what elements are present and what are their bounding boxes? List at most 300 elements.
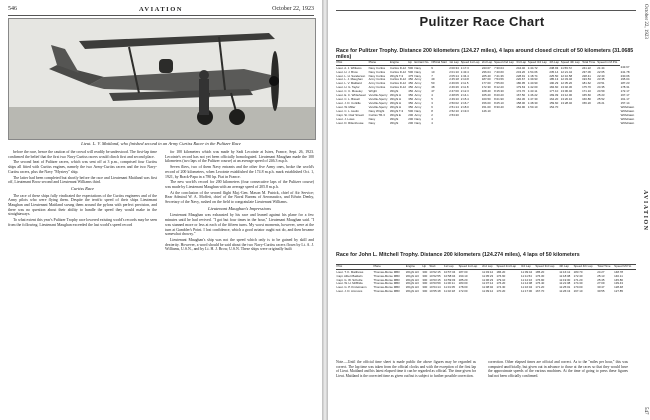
table-cell: 11:05:23 [482, 273, 494, 278]
table-cell: 350 [408, 105, 414, 110]
table-cell: 157.14 [620, 101, 630, 106]
column-header: Speed in M.P.H. [597, 61, 620, 66]
table-cell: 8:21.90 [494, 97, 504, 102]
table-cell: Navy [414, 121, 422, 126]
table-cell: 12:10.58 [560, 73, 573, 78]
table-cell: 11:07:14 [482, 281, 494, 286]
table-cell: 1:54.06 [527, 69, 538, 74]
table-body [336, 270, 636, 294]
table-cell: 225.40 [481, 73, 491, 78]
table-cell: 450 [408, 85, 414, 90]
table-cell: 48 [431, 85, 435, 90]
table-cell: 1:40.90 [527, 81, 538, 86]
pulitzer-table-title: Race for Pulitzer Trophy. Distance 200 kilometers (124.27 miles), 4 laps around closed circuit of 50 kilometers (31.0685 miles) [336, 48, 634, 60]
table-cell: Navy Curtiss [368, 73, 386, 78]
table-body [336, 66, 636, 126]
table-cell: 10:59:03 [443, 277, 456, 282]
paragraph: for 100 kilometers which was made by Sadi Lecointe at Istres, France, Sept. 26, 1923. Lecointe's record has not yet been officially homologated. Lieutenant Maughan made the 100 kilometers (two laps of the Pulitzer course) at an average speed of 246.3 m.p.h. [165, 150, 314, 164]
article-column-2 [165, 150, 314, 253]
table-cell: 27:09 [597, 281, 605, 286]
table-cell: 2:49:10 [449, 97, 459, 102]
table-cell: 2:47:00 [449, 89, 459, 94]
table-cell: Lieut. T. K. Matthews [336, 269, 364, 274]
table-cell: 1:39.93 [527, 77, 538, 82]
table-cell: 450 [408, 77, 414, 82]
column-header: Plane [373, 265, 405, 270]
table-cell: 176.60 [496, 273, 506, 278]
table-cell: 187.23 [620, 81, 630, 86]
table-cell: Curtiss TR-3 [368, 113, 385, 118]
table-cell: Army [414, 105, 422, 110]
table-cell: Curtiss D-12 [389, 69, 406, 74]
table-cell: 2:12.3 [460, 89, 469, 94]
table-cell: Wright T-3 [389, 109, 404, 114]
table-cell: 183.00 [458, 281, 468, 286]
table-cell: Army [414, 97, 422, 102]
column-header: Hp [408, 61, 414, 66]
table-cell: 165.60 [582, 93, 591, 98]
table-cell: 2:05:14 [449, 73, 459, 78]
table-cell: 177.10 [549, 89, 559, 94]
table-cell: 8:20.20 [494, 93, 504, 98]
table-cell: 475 [408, 73, 414, 78]
table-cell: 171.10 [582, 89, 591, 94]
table-cell: Lieut. D. Rittenhouse [336, 121, 364, 126]
table-cell: 11:16:12 [559, 269, 571, 274]
table-cell: Wright E [389, 113, 401, 118]
table-cell: 1:43.4 [460, 69, 469, 74]
paragraph: The new world's record for 200 kilometers (four consecutive laps of the Pulitzer course) was made by Lieutenant Maughan with an average speed of 205.8 m.p.h. [165, 180, 314, 189]
column-header: 1st Lap [443, 265, 458, 270]
column-header: Pilot [336, 61, 368, 66]
table-cell: 30:47 [597, 285, 605, 290]
table-cell: 172.40 [573, 273, 583, 278]
table-cell: 146.10 [481, 109, 491, 114]
table-cell: 300 [422, 289, 428, 294]
table-cell: 174.30 [573, 281, 583, 286]
column-header: Speed 1st Lap [458, 265, 481, 270]
table-cell: 171.20 [535, 285, 545, 290]
table-cell: 228.91 [516, 73, 526, 78]
table-cell: 1:47.30 [527, 97, 538, 102]
table-cell: 12:35.20 [560, 81, 573, 86]
column-header: 1st Lap [449, 60, 459, 65]
table-cell: Lieut. H. J. Brow [336, 69, 358, 74]
table-cell: 200 [408, 121, 414, 126]
column-header: Total Time [597, 265, 614, 270]
table-cell: 11:01:05 [443, 285, 456, 290]
table-cell: Wright [368, 89, 377, 94]
paragraph: Lieutenant Maughan was exhausted by his race and leaned against his plane for a few minutes until he had revived. "I got but four times in the hour," Lieutenant Maughan said. "I was stunned more or less at each of the fifteen turns. My worst moments, however, were at the turn at Gambler's Point. I lost confidence, which a good aviator ought not do, and then became somewhat drowsy." [165, 213, 314, 237]
table-cell: 172.00 [458, 289, 468, 294]
table-cell: 236.04 [481, 69, 491, 74]
subheading: Curtiss Race [70, 185, 95, 191]
table-cell: 22:05 [597, 69, 605, 74]
paragraph: Lieutenant Maughan's ship was not the speed which only is to be gained by skill and dexterity. However, a word should be said about the two Navy-Curtiss racers flown by Lt. A. J. Williams, U.S.N., and by Lt. H. J. Brow, U.S.N. These ships were originally built [165, 237, 314, 252]
table-cell: 2:15.4 [460, 97, 469, 102]
table-cell: 11:59.72 [560, 65, 572, 70]
column-header: Engine [389, 61, 407, 66]
table-cell: 168.40 [481, 89, 491, 94]
table-cell: 187.00 [481, 77, 491, 82]
column-header: 2nd Lap [482, 265, 496, 270]
table-cell: 187.00 [458, 269, 468, 274]
table-cell: 167.10 [573, 289, 583, 294]
column-header: Official Start [431, 60, 447, 65]
left-page [0, 0, 322, 420]
mitchell-table-title: Race for John L. Mitchell Trophy. Distance 200 kilometers (124.274 miles), 4 laps of 50 kilometers [336, 252, 580, 258]
table-cell: 11:16:04 [521, 285, 533, 290]
table-cell: 1:50.10 [527, 105, 538, 110]
table-cell: 244.40 [516, 65, 526, 70]
table-cell: Navy [368, 117, 376, 122]
table-cell: Lieut. G. P. Kinzelmann [336, 285, 367, 290]
table-cell: 2:48:05 [449, 93, 459, 98]
table-cell: 179.10 [496, 277, 506, 282]
table-cell: 156.00 [481, 101, 491, 106]
table-cell: 5 [431, 97, 433, 102]
table-cell: 175.70 [582, 85, 591, 90]
table-cell: 6 [431, 105, 433, 110]
column-header: Plane [368, 61, 389, 66]
table-cell: 23:35 [597, 77, 605, 82]
table-cell [597, 122, 620, 126]
left-page-header [8, 6, 314, 16]
table-cell: Verville-Sperry [368, 101, 388, 106]
table-cell: 2 [431, 113, 433, 118]
table-cell: 237.06 [582, 69, 591, 74]
table-cell: 146.11 [614, 273, 623, 278]
table-cell: 200 [408, 113, 414, 118]
table-cell: 2:19.3 [460, 109, 469, 114]
table-cell: 184.60 [549, 85, 559, 90]
table-cell: Navy [414, 73, 422, 78]
table-cell: 11:18:08 [559, 273, 571, 278]
table-cell: Withdrawn [620, 105, 635, 110]
table-cell: Lieut. C. L. Hedin [336, 109, 359, 114]
table-cell: 195.04 [620, 77, 630, 82]
racer-airplane-illustration [9, 19, 315, 139]
table-cell: 10:58:04 [443, 273, 456, 278]
table-cell: 164.20 [549, 97, 559, 102]
paragraph: The latter had been completed but shortly before the race and Lieutenant Maitland was first off, Lieutenant Brow second and Lieutenant Williams third. [8, 175, 157, 185]
table-cell: 11:03:12 [482, 269, 494, 274]
table-cell: Army Curtiss [368, 81, 386, 86]
column-header: Pilot [336, 265, 373, 270]
column-header: Speed 4th Lap [560, 60, 580, 65]
table-cell: 11:08:02 [482, 285, 494, 290]
table-cell: 1:48.30 [527, 101, 538, 106]
table-cell: 10:55:18 [429, 289, 441, 294]
table-cell: 167.17 [620, 93, 630, 98]
table-cell: 161.17 [620, 97, 630, 102]
column-header: Entrant No. [414, 60, 430, 65]
table-cell: Thomas-Morse MB3 [373, 281, 400, 286]
table-cell: 10:52:15 [429, 269, 441, 274]
table-cell: Wright [389, 89, 399, 94]
table-cell: Thomas-Morse MB3 [373, 289, 400, 294]
table-cell: 170.20 [496, 289, 506, 294]
table-cell: Withdrawn [620, 121, 635, 126]
table-cell: 2:01:10 [449, 69, 459, 74]
table-note: Note.—Until the official time sheet is made public the above figures may be regarded as correct. The lap time was taken from the official clocks and with the exception of the first lap of Lieut. Maitland and his latest elapsed time it can be regarded as official. The time given for Lieut. Maitland is the corrected time as given out but is subject to further possible correction. [336, 360, 476, 378]
table-cell: 10:54:14 [429, 285, 441, 290]
table-cell: 128.48 [614, 285, 624, 290]
table-cell: 156.20 [582, 101, 591, 106]
table-cell: 228.41 [582, 73, 591, 78]
table-cell: 10:57:34 [443, 269, 456, 274]
table-cell: Navy Wright [368, 109, 385, 114]
table-cell: 235.14 [549, 69, 559, 74]
table-cell: 9 [431, 65, 433, 70]
table-cell: 10:53:59 [429, 281, 441, 286]
table-cell: 1:44.72 [527, 65, 538, 70]
page-number: 546 [8, 6, 17, 12]
table-cell: 185.13 [549, 77, 559, 82]
table-cell: 300 [422, 277, 428, 282]
mitchell-race-table [336, 264, 636, 294]
table-cell: 4 [431, 121, 433, 126]
table-cell: 11:21:08 [559, 281, 571, 286]
table-cell: 185.20 [458, 277, 468, 282]
column-header: Speed 3rd Lap [527, 60, 547, 65]
table-cell: 50 [431, 81, 435, 86]
article-column-1 [8, 150, 157, 229]
paragraph: The race of these ships fully vindicated the expectations of the Curtiss engineers and of the Army pilots who were flying them. Despite the terrific speed of their ships Lieutenant Maughan and Lieutenant Maitland swung them around the pylons with perfect precision, and there was no question about their ability to handle the speed they would make in the straightaways. [8, 193, 157, 217]
table-cell: Lieut. J. D. Ammons [336, 289, 363, 294]
table-cell: 186.20 [496, 269, 506, 274]
table-cell: Lieut. W. Miller [336, 105, 356, 110]
column-header: Hp [422, 265, 429, 270]
table-cell: Army [414, 113, 422, 118]
table-cell: 2:18.0 [460, 105, 469, 110]
table-cell: 1:17.3 [460, 65, 469, 70]
table-cell: 25:45 [597, 277, 605, 282]
table-cell: 10:53:15 [429, 277, 441, 282]
table-cell: Curtiss D-12 [389, 81, 406, 86]
table-cell: Wright H [389, 93, 402, 98]
table-cell: Lieut. J. Lutes [336, 117, 355, 122]
table-cell: 11:17:00 [521, 289, 533, 294]
table-cell: 2:52:10 [449, 109, 459, 114]
table-cell: Navy Curtiss [368, 69, 386, 74]
table-cell: 1:18.74 [527, 73, 538, 78]
table-cell: 1:34.4 [460, 73, 469, 78]
table-cell: Army [414, 101, 422, 106]
table-cell: 243.20 [516, 69, 526, 74]
table-cell: 30:55 [597, 289, 605, 294]
subheading: Lieutenant Maughan's Impressions [207, 205, 272, 211]
table-cell: 13:02.30 [560, 85, 573, 90]
issue-date: October 22, 1923 [272, 6, 314, 12]
table-cell: Army [414, 81, 422, 86]
table-cell: 25:13 [597, 273, 605, 278]
airplane-photo [8, 18, 316, 140]
table-cell: Wright H3 [405, 285, 419, 290]
table-cell: 7:41.36 [494, 73, 504, 78]
column-header: 2nd Lap [481, 60, 493, 65]
table-cell: 151.00 [481, 105, 491, 110]
table-cell: Wright [389, 121, 399, 126]
table-cell: 49 [431, 77, 435, 82]
table-cell: 1:42.00 [527, 85, 538, 90]
table-cell: 176.30 [535, 273, 545, 278]
column-header: 3rd Lap [516, 60, 527, 65]
table-cell: 238.93 [549, 65, 559, 70]
table-cell: 21:44 [597, 65, 605, 70]
table-cell: Curtiss D-12 [389, 77, 406, 82]
table-cell: 450 [408, 89, 414, 94]
table-cell: Lieut. C. C. Moseley [336, 89, 363, 94]
table-cell [582, 122, 597, 126]
table-cell: 11:02:18 [443, 289, 456, 294]
table-row [336, 290, 636, 294]
table-cell [449, 122, 460, 126]
table-cell: 2:46:06 [449, 81, 459, 86]
pulitzer-race-table [336, 60, 636, 126]
table-cell [494, 122, 516, 126]
table-cell: Curtiss D-12 [389, 65, 406, 70]
table-cell: Verville-Sperry [368, 105, 388, 110]
table-cell: 2:45:18 [449, 77, 459, 82]
table-note: correction. Other elapsed times are official and correct. As to the "miles per hour," this was computed unofficially, but given out in advance to those at the races so that they would have the approximate speeds of the various machines. At the time of going to press these figures had not been officially confirmed. [488, 360, 628, 378]
table-cell: Army [414, 89, 422, 94]
table-cell: Verville-Sperry [368, 93, 388, 98]
table-cell: 176.40 [535, 281, 545, 286]
table-cell: Wright H [389, 101, 402, 106]
table-cell: Thomas-Morse MB3 [373, 285, 400, 290]
column-header: Speed M.P.H. [614, 265, 636, 270]
table-cell: 3 [431, 101, 433, 106]
table-cell: 162.30 [516, 97, 526, 102]
table-cell: Lieut. L. H. Sanderson [336, 73, 366, 78]
table-cell: Thomas-Morse MB3 [373, 273, 400, 278]
table-cell: 350 [408, 97, 414, 102]
table-cell: 4 [431, 93, 433, 98]
table-cell: 225.50 [549, 73, 559, 78]
table-cell: Navy [414, 109, 422, 114]
table-cell: 11:25:01 [559, 285, 571, 290]
table-cell: Wright H3 [405, 273, 419, 278]
table-cell: 22:40 [597, 73, 605, 78]
table-cell: 8 [431, 109, 433, 114]
table-cell: 13:28.40 [560, 101, 573, 106]
table-cell: Lieut. E. C. Whitehead [336, 93, 366, 98]
table-cell: 8:12.20 [494, 85, 504, 90]
table-cell: 127.85 [614, 289, 624, 294]
magazine-name: AVIATION [139, 6, 183, 13]
table-cell: 24:35 [597, 85, 605, 90]
table-cell: 165.20 [481, 93, 491, 98]
table-cell: Navy [368, 121, 376, 126]
side-date: October 22, 1923 [643, 4, 648, 39]
table-cell: 2:50:02 [449, 101, 459, 106]
table-cell: 47 [431, 89, 435, 94]
table-cell: 350 [408, 93, 414, 98]
table-cell: 23:51 [597, 81, 605, 86]
table-cell: 174.30 [496, 285, 506, 290]
table-cell: Wright H3 [405, 281, 419, 286]
table-cell: 13:20.10 [560, 97, 573, 102]
table-cell: 11:09:12 [482, 289, 494, 294]
table-cell [560, 122, 581, 126]
table-cell: 177.00 [481, 81, 491, 86]
table-cell [460, 122, 481, 126]
table-cell: Lieut. H. G. Taylor [336, 85, 360, 90]
table-cell: Withdrawn [620, 109, 635, 114]
column-header: 4th Lap [559, 265, 573, 270]
table-cell: 300 [422, 285, 428, 290]
table-cell: Army [414, 93, 422, 98]
table-cell: 172.30 [481, 85, 491, 90]
table-cell: 169.09 [549, 93, 559, 98]
table-cell: 12:21.42 [560, 69, 573, 74]
table-cell: 241.22 [582, 65, 591, 70]
table-cell: 11:14:08 [521, 281, 533, 286]
table-cell: 145.80 [614, 277, 624, 282]
right-page [328, 0, 650, 420]
table-cell: 10 [431, 69, 435, 74]
table-cell: Wright H3 [405, 277, 419, 282]
table-cell: 300 [422, 281, 428, 286]
table-cell: 154.70 [549, 105, 559, 110]
table-cell: Navy [414, 117, 422, 122]
table-cell: Lieut. J. D. Corkille [336, 101, 361, 106]
table-cell: 7:40.60 [494, 69, 504, 74]
table-cell: 7 [431, 73, 433, 78]
table-cell: 176.20 [496, 281, 506, 286]
column-header: Total Time [582, 60, 596, 65]
header-rule [336, 10, 636, 11]
table-cell: Withdrawn [620, 117, 635, 122]
table-cell: 2:00:34 [449, 65, 459, 70]
table-cell: 2:53:20 [449, 113, 459, 118]
table-cell: Wright T-3 [389, 73, 404, 78]
table-cell: 241.78 [620, 69, 630, 74]
table-cell: 167.50 [516, 93, 526, 98]
table-cell: 230.06 [620, 73, 630, 78]
table-cell: 160.50 [481, 97, 491, 102]
table-cell: 139.43 [614, 281, 624, 286]
table-cell: 190.29 [549, 81, 559, 86]
table-cell: Wright H [389, 105, 402, 110]
table-cell: 176.90 [535, 277, 545, 282]
table-cell: Thomas-Morse MB3 [373, 277, 400, 282]
table-cell: 2:10.8 [460, 77, 469, 82]
paragraph: before the race, hence the caution of the crowd will readily be understood. The first-lap time confirmed the belief that the first two Navy Curtiss racers would clinch first and second place. [8, 150, 157, 159]
table-cell: 220.67 [516, 77, 526, 82]
table-cell: 11:00:11 [443, 281, 455, 286]
table-cell: Wright [389, 117, 399, 122]
table-cell: Capt. Albert Baldwin [336, 273, 363, 278]
table-cell: Lieut. A. J. Williams [336, 65, 362, 70]
photo-caption: Lieut. L. V. Maitland, who finished second in an Army Curtiss Racer in the Pulitzer Race [81, 141, 241, 146]
table-cell: 11:06:23 [482, 277, 494, 282]
column-header: Speed 2nd Lap [494, 61, 516, 66]
table-cell: 148.78 [614, 269, 624, 274]
table-cell: 12:33.46 [560, 77, 573, 82]
table-cell: 180.95 [516, 81, 526, 86]
table-cell: 1:43.11 [527, 89, 538, 94]
column-header: 3rd Lap [521, 265, 535, 270]
table-cell: 300 [422, 269, 428, 274]
table-cell: 25:52 [597, 97, 605, 102]
table-cell: 450 [408, 81, 414, 86]
table-cell: 170.00 [573, 285, 583, 290]
table-cell: 8:15.30 [494, 89, 504, 94]
side-page-number: 547 [643, 406, 648, 414]
table-cell: Wright H3 [405, 269, 419, 274]
